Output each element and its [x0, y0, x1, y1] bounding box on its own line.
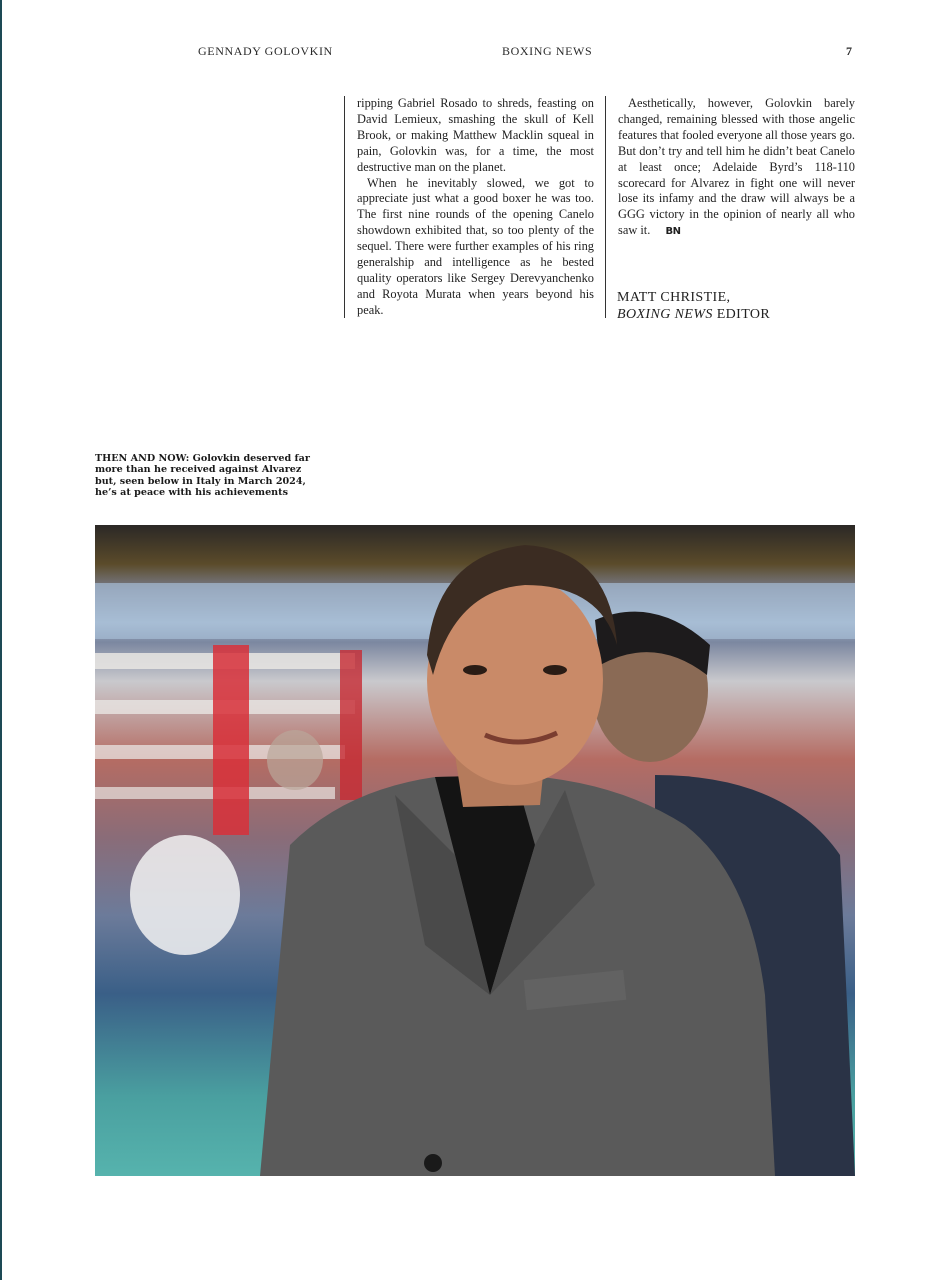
ring-post — [213, 645, 249, 835]
article-paragraph-text: Aesthetically, however, Golovkin barely changed, remaining blessed with those angelic features that fooled everyone all those years go. But don’t try and tell him he didn’t beat Canelo at least once; Adelaide Byrd’s 118-110 scorecard for Alvarez in fight one will never lose its infamy and the draw will always be a GGG victory in the opinion of nearly all who saw it. — [618, 96, 855, 238]
running-head-subject: GENNADY GOLOVKIN — [198, 44, 333, 58]
article-paragraph: ripping Gabriel Rosado to shreds, feasting on David Lemieux, smashing the skull of Kell Brook, or making Matthew Macklin squeal in pain, Golovkin was, for a time, the most destructive man on the planet. — [357, 96, 594, 174]
running-head-publication: BOXING NEWS — [502, 44, 593, 58]
photo-caption: THEN AND NOW: Golovkin deserved far more than he received against Alvarez but, seen below in Italy in March 2024, he’s at peace with his achievements — [95, 453, 310, 499]
author-role: EDITOR — [716, 307, 771, 322]
background-person — [130, 835, 240, 955]
background-person-head — [267, 730, 323, 790]
article-column-2 — [605, 96, 855, 318]
photo-golovkin — [95, 525, 855, 1176]
subject-eye — [543, 665, 567, 675]
publication-name: BOXING NEWS — [617, 307, 713, 322]
subject-jacket-button — [424, 1154, 442, 1172]
article-column-1 — [344, 96, 594, 318]
author-role-line — [617, 306, 770, 323]
article-paragraph — [618, 96, 855, 240]
page-spine-border — [0, 0, 2, 1280]
article-paragraph: When he inevitably slowed, we got to appreciate just what a good boxer he was too. The first nine rounds of the opening Canelo showdown exhibited that, so too plenty of the sequel. There were further examples of his ring generalship and intelligence as he bested quality operators like Sergey Derevyanchenko and Royota Murata when years beyond his peak. — [357, 175, 594, 317]
end-mark: BN — [665, 226, 681, 238]
subject-eye — [463, 665, 487, 675]
ring-post — [340, 650, 362, 800]
author-name: MATT CHRISTIE, — [617, 290, 731, 305]
photo-illustration — [95, 525, 855, 1176]
page-number: 7 — [846, 44, 853, 58]
author-byline — [617, 289, 770, 323]
